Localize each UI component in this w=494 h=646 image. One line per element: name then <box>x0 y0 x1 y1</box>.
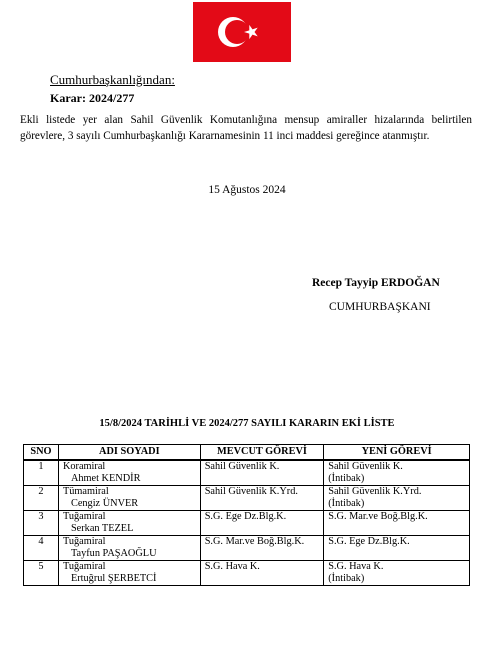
rank: Koramiral <box>62 461 106 472</box>
new-duty-text: S.G. Hava K. <box>328 561 384 572</box>
row-sno: 3 <box>24 511 59 536</box>
new-duty <box>324 536 470 561</box>
new-duty-note: (İntibak) <box>328 498 365 509</box>
signer-title: CUMHURBAŞKANI <box>329 301 431 313</box>
new-duty-note: (İntibak) <box>328 473 365 484</box>
rank: Tuğamiral <box>62 511 106 522</box>
row-person <box>58 486 200 511</box>
full-name: Ahmet KENDİR <box>70 473 141 484</box>
table-header-row <box>24 445 470 461</box>
header-current-duty: MEVCUT GÖREVİ <box>200 445 324 461</box>
table-row <box>24 511 470 536</box>
current-duty: Sahil Güvenlik K.Yrd. <box>200 486 324 511</box>
header-new-duty: YENİ GÖREVİ <box>324 445 470 461</box>
decision-number: Karar: 2024/277 <box>50 91 135 105</box>
new-duty <box>324 511 470 536</box>
new-duty <box>324 486 470 511</box>
new-duty-note: (İntibak) <box>328 573 365 584</box>
header-name: ADI SOYADI <box>58 445 200 461</box>
full-name: Cengiz ÜNVER <box>70 498 139 509</box>
new-duty-text: S.G. Ege Dz.Blg.K. <box>328 536 410 547</box>
rank: Tuğamiral <box>62 561 106 572</box>
decision-body: Ekli listede yer alan Sahil Güvenlik Komutanlığına mensup amiraller hizalarında belirtilen görevlere, 3 sayılı Cumhurbaşkanlığı Kararnamesinin 11 inci maddesi gereğince atanmıştır. <box>20 114 472 142</box>
annex-table <box>23 444 470 586</box>
new-duty <box>324 561 470 586</box>
table-row <box>24 561 470 586</box>
decision-date: 15 Ağustos 2024 <box>208 184 286 196</box>
crescent-star-icon <box>193 2 291 62</box>
current-duty: S.G. Ege Dz.Blg.K. <box>200 511 324 536</box>
rank: Tuğamiral <box>62 536 106 547</box>
new-duty <box>324 460 470 486</box>
current-duty: S.G. Mar.ve Boğ.Blg.K. <box>200 536 324 561</box>
row-sno: 4 <box>24 536 59 561</box>
row-sno: 2 <box>24 486 59 511</box>
issuing-authority: Cumhurbaşkanlığından: <box>50 72 175 87</box>
signer-name: Recep Tayyip ERDOĞAN <box>312 277 440 289</box>
turkish-flag <box>193 2 291 62</box>
table-row <box>24 536 470 561</box>
rank: Tümamiral <box>62 486 109 497</box>
current-duty: Sahil Güvenlik K. <box>200 460 324 486</box>
table-row <box>24 460 470 486</box>
row-sno: 1 <box>24 460 59 486</box>
row-sno: 5 <box>24 561 59 586</box>
annex-title: 15/8/2024 TARİHLİ VE 2024/277 SAYILI KARARIN EKİ LİSTE <box>99 418 395 429</box>
header-sno: SNO <box>24 445 59 461</box>
row-person <box>58 561 200 586</box>
current-duty: S.G. Hava K. <box>200 561 324 586</box>
new-duty-text: Sahil Güvenlik K.Yrd. <box>328 486 422 497</box>
row-person <box>58 511 200 536</box>
full-name: Ertuğrul ŞERBETCİ <box>70 573 157 584</box>
table-row <box>24 486 470 511</box>
full-name: Tayfun PAŞAOĞLU <box>70 548 157 559</box>
new-duty-text: S.G. Mar.ve Boğ.Blg.K. <box>328 511 428 522</box>
row-person <box>58 536 200 561</box>
row-person <box>58 460 200 486</box>
new-duty-text: Sahil Güvenlik K. <box>328 461 403 472</box>
full-name: Serkan TEZEL <box>70 523 134 534</box>
